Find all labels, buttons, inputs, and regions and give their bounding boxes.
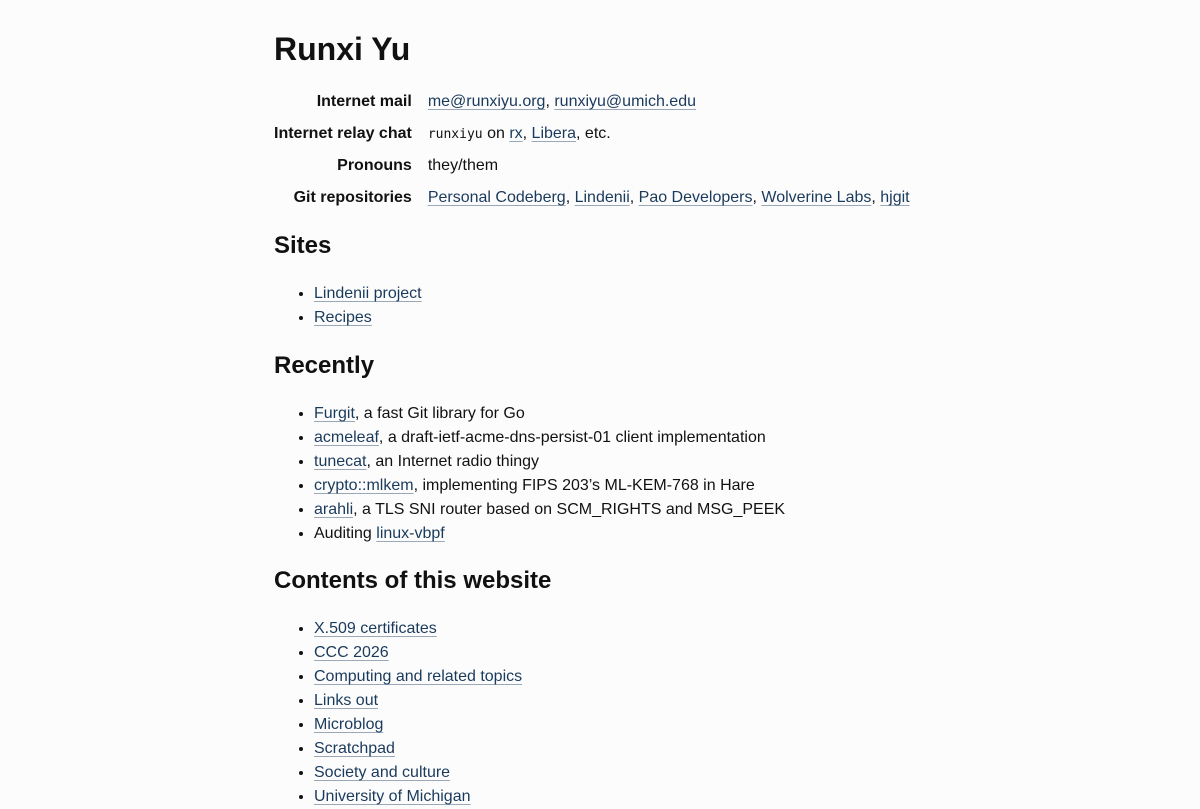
list-item (314, 306, 422, 330)
contents-link-society-and-culture[interactable]: Society and culture (314, 764, 451, 781)
git-link-personal-codeberg[interactable]: Personal Codeberg (427, 189, 566, 206)
info-value-git: Personal Codeberg, Lindenii, Pao Developers, Wolverine Labs, hjgit (427, 189, 910, 206)
git-link-wolverine-labs[interactable]: Wolverine Labs (761, 189, 872, 206)
list-item: • crypto::mlkem, implementing FIPS 203’s ML-KEM-768 in Hare (314, 474, 785, 498)
irc-link-rx[interactable]: rx (509, 125, 523, 142)
contents-heading: Contents of this website (274, 567, 552, 594)
page-title: Runxi Yu (274, 31, 411, 67)
list-item (314, 641, 522, 665)
info-label-irc: Internet relay chat (274, 125, 412, 142)
recently-heading: Recently (274, 352, 375, 379)
recent-link-arahli[interactable]: arahli (314, 501, 354, 518)
recent-link-acmeleaf[interactable]: acmeleaf (314, 429, 379, 446)
irc-etc-text: , etc. (576, 125, 611, 142)
list-item (314, 665, 522, 689)
contents-list (274, 617, 522, 809)
list-item (314, 737, 522, 761)
mail-link-umich[interactable]: runxiyu@umich.edu (554, 93, 696, 110)
list-item (314, 785, 522, 809)
contents-link-scratchpad[interactable]: Scratchpad (314, 740, 395, 757)
contents-link-microblog[interactable]: Microblog (314, 716, 384, 733)
info-row-irc (274, 118, 910, 150)
info-value-pronouns: they/them (427, 157, 499, 174)
info-label-mail: Internet mail (316, 93, 412, 110)
list-item (314, 617, 522, 641)
irc-link-libera[interactable]: Libera (531, 125, 577, 142)
recent-link-furgit[interactable]: Furgit (314, 405, 355, 422)
irc-on-text: on (487, 125, 505, 142)
info-value-irc: runxiyu on rx, Libera, etc. (427, 125, 611, 142)
site-link-recipes[interactable]: Recipes (314, 309, 372, 326)
git-link-pao-developers[interactable]: Pao Developers (638, 189, 753, 206)
info-row-mail (274, 86, 910, 118)
list-item: • tunecat, an Internet radio thingy (314, 450, 785, 474)
contact-info-table (274, 86, 910, 214)
contents-link-computing[interactable]: Computing and related topics (314, 668, 523, 685)
info-row-pronouns (274, 150, 910, 182)
contents-link-x509-certificates[interactable]: X.509 certificates (314, 620, 437, 637)
recent-link-tunecat[interactable]: tunecat (314, 453, 367, 470)
list-item: • Auditing linux-vbpf (314, 522, 785, 546)
list-item (314, 282, 422, 306)
git-link-hjgit[interactable]: hjgit (880, 189, 910, 206)
sites-list (274, 282, 422, 330)
irc-nick: runxiyu (427, 127, 483, 142)
list-item: • acmeleaf, a draft-ietf-acme-dns-persist-01 client implementation (314, 426, 785, 450)
contents-link-links-out[interactable]: Links out (314, 692, 379, 709)
info-label-pronouns: Pronouns (337, 157, 412, 174)
contents-link-ccc-2026[interactable]: CCC 2026 (314, 644, 389, 661)
site-link-lindenii-project[interactable]: Lindenii project (314, 285, 422, 302)
mail-link-personal[interactable]: me@runxiyu.org (427, 93, 546, 110)
list-item: • Furgit, a fast Git library for Go (314, 402, 785, 426)
list-item (314, 761, 522, 785)
info-label-git: Git repositories (293, 189, 412, 206)
contents-link-university-of-michigan[interactable]: University of Michigan (314, 788, 471, 805)
list-item (314, 713, 522, 737)
info-row-git (274, 182, 910, 214)
list-item: • arahli, a TLS SNI router based on SCM_RIGHTS and MSG_PEEK (314, 498, 785, 522)
list-item (314, 689, 522, 713)
recent-link-crypto-mlkem[interactable]: crypto::mlkem (314, 477, 414, 494)
sites-heading: Sites (274, 232, 332, 259)
git-link-lindenii[interactable]: Lindenii (574, 189, 630, 206)
recent-link-linux-vbpf[interactable]: linux-vbpf (376, 525, 445, 542)
info-value-mail: me@runxiyu.org, runxiyu@umich.edu (427, 93, 696, 110)
recently-list (274, 402, 785, 546)
